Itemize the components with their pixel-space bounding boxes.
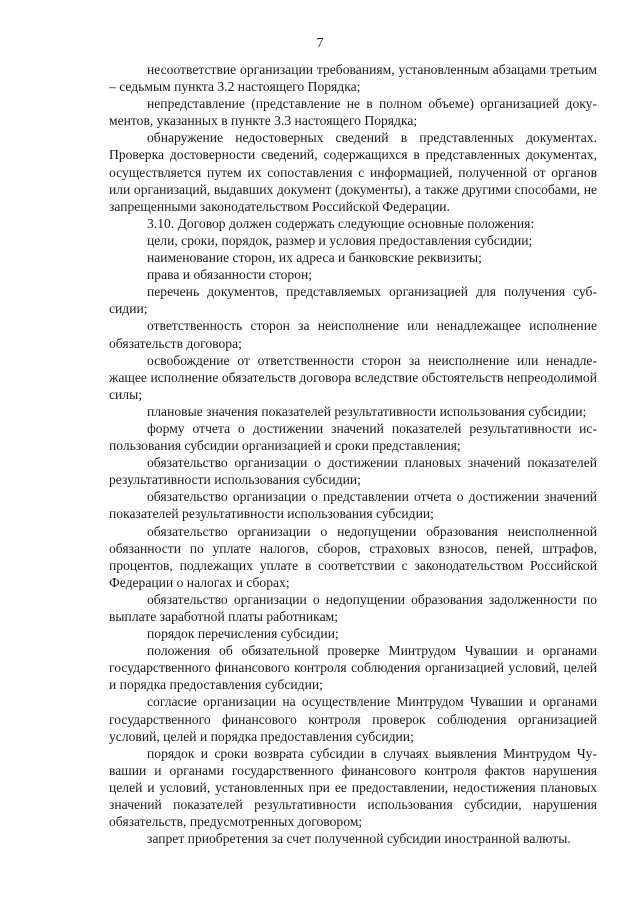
paragraph-17: порядок перечисления субсидии; [147,626,339,642]
paragraph-9: ответственность сторон за неисполнение или ненадлежащее исполнение обязательств договора; [109,318,597,351]
paragraph-13: обязательство организации о достижении плановых значений показателей результативности использования субсидии; [109,455,597,488]
paragraph-20: порядок и сроки возврата субсидии в случаях выявления Минтрудом Чувашии и органами государственного финансового контроля фактов нарушения целей и условий, установленных при ее предоставлении, недостижения плановых значений показателей результативности использования субсидии, нарушения обязательств, предусмотренных договором; [109,745,597,830]
paragraph-7: права и обязанности сторон; [147,267,313,283]
paragraph-19: согласие организации на осуществление Минтрудом Чувашии и органами государственного финансового контроля проверок соблюдения организацией условий, целей и порядка предоставления субсидии; [109,694,597,744]
paragraph-2: непредставление (представление не в полном объеме) организацией документов, указанных в пункте 3.3 настоящего Порядка; [109,96,597,129]
paragraph-6: наименование сторон, их адреса и банковские реквизиты; [147,250,482,266]
paragraph-8: перечень документов, представляемых организацией для получения субсидии; [109,284,597,317]
paragraph-21: запрет приобретения за счет полученной субсидии иностранной валюты. [147,831,571,847]
paragraph-14: обязательство организации о представлении отчета о достижении значений показателей результативности использования субсидии; [109,489,597,522]
document-body [109,61,597,847]
paragraph-4: 3.10. Договор должен содержать следующие основные положения: [147,215,535,231]
paragraph-10: освобождение от ответственности сторон за неисполнение или ненадлежащее исполнение обязательств договора вследствие обстоятельств непреодолимой силы; [109,352,597,402]
paragraph-1: несоответствие организации требованиям, установленным абзацами третьим – седьмым пункта 3.2 настоящего Порядка; [109,62,597,95]
paragraph-5: цели, сроки, порядок, размер и условия предоставления субсидии; [147,232,533,248]
paragraph-15: обязательство организации о недопущении образования неисполненной обязанности по уплате налогов, сборов, страховых взносов, пеней, штрафов, процентов, подлежащих уплате в соответствии с законодательством Российской Федерации о налогах и сборах; [109,523,597,590]
paragraph-18: положения об обязательной проверке Минтрудом Чувашии и органами государственного финансового контроля соблюдения организацией условий, целей и порядка предоставления субсидии; [109,643,597,693]
paragraph-3: обнаружение недостоверных сведений в представленных документах. Проверка достоверности сведений, содержащихся в представленных документах, осуществляется путем их сопоставления с информацией, полученной от органов или организаций, выдавших документ (документы), а также другими способами, не запрещенными законодательством Российской Федерации. [109,130,597,214]
paragraph-12: форму отчета о достижении значений показателей результативности использования субсидии организацией и сроки представления; [109,420,597,454]
paragraph-11: плановые значения показателей результативности использования субсидии; [147,403,587,419]
paragraph-16: обязательство организации о недопущении образования задолженности по выплате заработной платы работникам; [109,591,597,624]
page-number: 7 [316,36,324,51]
